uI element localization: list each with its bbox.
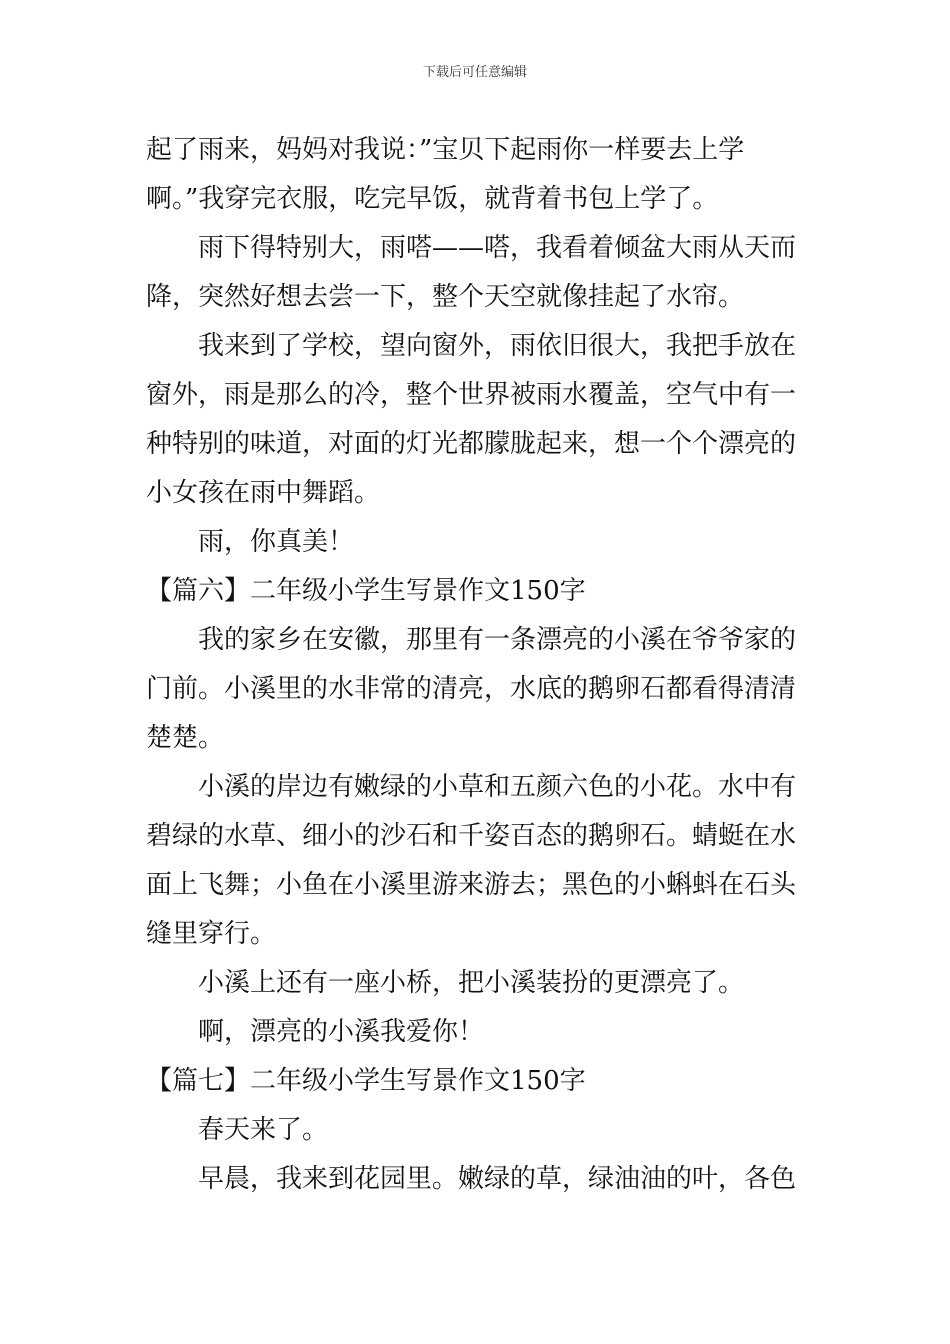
paragraph-start-line: 小溪的岸边有嫩绿的小草和五颜六色的小花。水中有 bbox=[198, 772, 797, 802]
section-heading-7: 【篇七】二年级小学生写景作文150字 bbox=[146, 1066, 586, 1096]
paragraph-start-line: 春天来了。 bbox=[198, 1115, 329, 1145]
text-line: 种特别的味道，对面的灯光都朦胧起来，想一个个漂亮的 bbox=[146, 429, 797, 459]
paragraph-start-line: 我的家乡在安徽，那里有一条漂亮的小溪在爷爷家的 bbox=[198, 625, 797, 655]
section-heading-6: 【篇六】二年级小学生写景作文150字 bbox=[146, 576, 586, 606]
paragraph-start-line: 小溪上还有一座小桥，把小溪装扮的更漂亮了。 bbox=[198, 968, 745, 998]
paragraph-start-line: 早晨，我来到花园里。嫩绿的草，绿油油的叶，各色 bbox=[198, 1164, 797, 1194]
text-line: 缝里穿行。 bbox=[146, 919, 277, 949]
text-line: 门前。小溪里的水非常的清亮，水底的鹅卵石都看得清清 bbox=[146, 674, 797, 704]
text-line: 降，突然好想去尝一下，整个天空就像挂起了水帘。 bbox=[146, 282, 745, 312]
text-line: 起了雨来，妈妈对我说：”宝贝下起雨你一样要去上学 bbox=[146, 135, 745, 165]
paragraph-start-line: 雨，你真美！ bbox=[198, 527, 355, 557]
text-line: 小女孩在雨中舞蹈。 bbox=[146, 478, 381, 508]
paragraph-start-line: 雨下得特别大，雨嗒——嗒，我看着倾盆大雨从天而 bbox=[198, 233, 797, 263]
paragraph-start-line: 我来到了学校，望向窗外，雨依旧很大，我把手放在 bbox=[198, 331, 797, 361]
page-header-note: 下载后可任意编辑 bbox=[422, 65, 527, 80]
document-body bbox=[146, 126, 806, 1204]
paragraph-start-line: 啊，漂亮的小溪我爱你！ bbox=[198, 1017, 485, 1047]
text-line: 面上飞舞；小鱼在小溪里游来游去；黑色的小蝌蚪在石头 bbox=[146, 870, 797, 900]
text-line: 楚楚。 bbox=[146, 723, 225, 753]
text-line: 啊。”我穿完衣服，吃完早饭，就背着书包上学了。 bbox=[146, 184, 719, 214]
text-line: 窗外，雨是那么的冷，整个世界被雨水覆盖，空气中有一 bbox=[146, 380, 797, 410]
text-line: 碧绿的水草、细小的沙石和千姿百态的鹅卵石。蜻蜓在水 bbox=[146, 821, 797, 851]
